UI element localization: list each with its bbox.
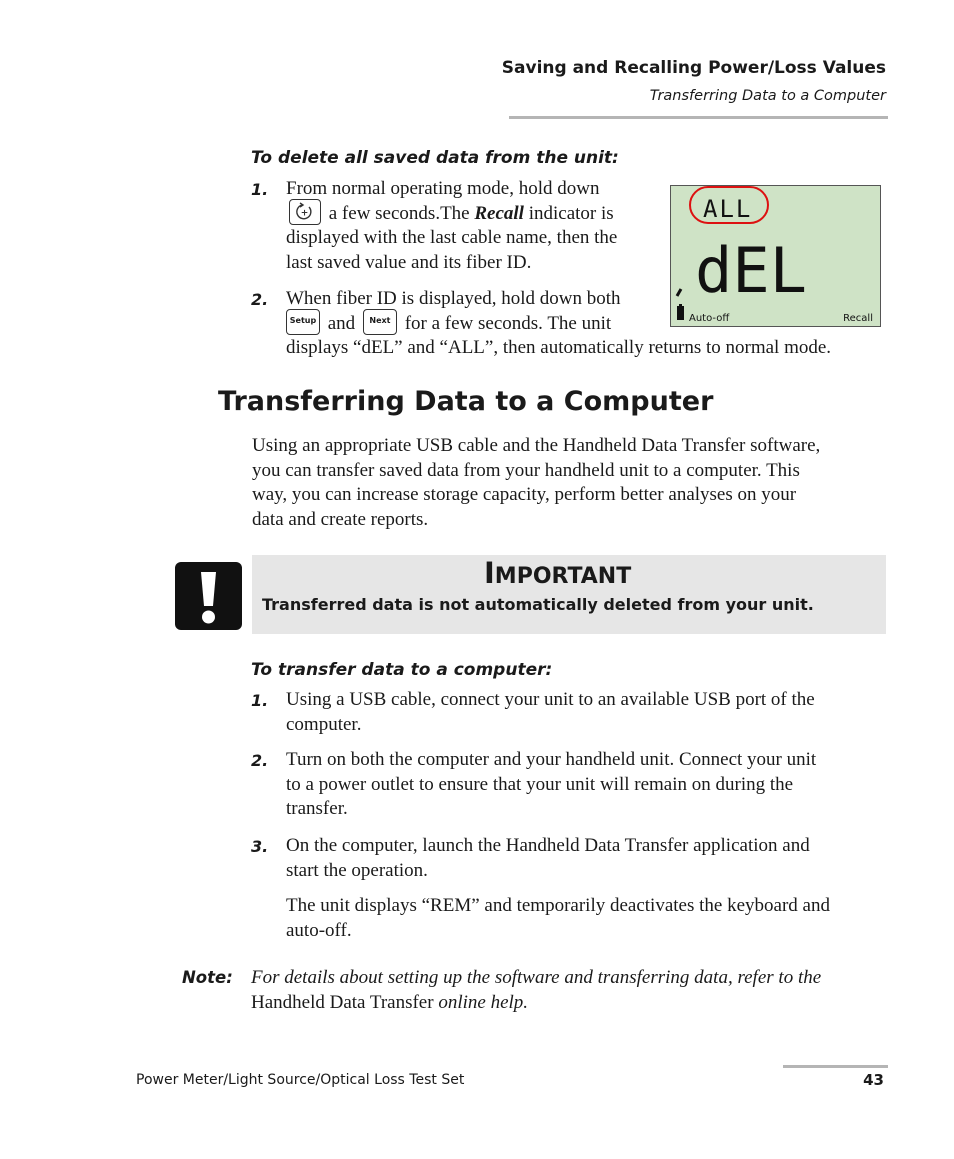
battery-icon <box>677 306 684 320</box>
delete-step1-text <box>286 177 666 275</box>
header-rule <box>509 116 888 119</box>
delete-step2-line3: displays “dEL” and “ALL”, then automatically returns to normal mode. <box>286 337 832 358</box>
recall-indicator-word: Recall <box>474 202 524 224</box>
footer-rule <box>783 1065 888 1068</box>
chapter-title: Saving and Recalling Power/Loss Values <box>501 58 886 78</box>
next-key-icon: Next <box>363 309 397 335</box>
delete-step1-number: 1. <box>251 180 269 199</box>
delete-step2-line2: Setup and Next for a few seconds. The unit <box>286 312 886 337</box>
delete-step2-line1: When fiber ID is displayed, hold down both <box>286 288 621 309</box>
recall-key-icon <box>289 199 321 225</box>
transfer-step2-number: 2. <box>251 751 269 770</box>
delete-step2-number: 2. <box>251 290 269 309</box>
transfer-procedure-title: To transfer data to a computer: <box>251 660 553 680</box>
transfer-step1-text: Using a USB cable, connect your unit to an available USB port of the computer. <box>286 689 815 735</box>
note-text: For details about setting up the software and transferring data, refer to the Handheld Data Transfer online help. <box>251 967 822 1013</box>
lcd-all-text: ALL <box>703 195 753 223</box>
page-number: 43 <box>863 1071 884 1089</box>
transfer-step3-followup: The unit displays “REM” and temporarily deactivates the keyboard and auto-off. <box>286 895 830 941</box>
important-title: IMPORTANT <box>484 556 632 590</box>
section-intro: Using an appropriate USB cable and the Handheld Data Transfer software, you can transfer saved data from your handheld unit to a computer. This way, you can increase storage capacity, perform better analyses on your data and create reports. <box>252 435 821 530</box>
delete-procedure-title: To delete all saved data from the unit: <box>251 148 619 168</box>
delete-step1-line4: last saved value and its fiber ID. <box>286 251 532 273</box>
lcd-auto-off-label: Auto-off <box>689 313 730 324</box>
section-subtitle: Transferring Data to a Computer <box>649 88 886 104</box>
lcd-del-text: dEL <box>695 234 807 307</box>
transfer-step1-number: 1. <box>251 691 269 710</box>
note-label: Note: <box>182 968 233 987</box>
lcd-segments <box>671 186 880 326</box>
lcd-display <box>670 185 881 327</box>
setup-key-icon: Setup <box>286 309 320 335</box>
important-text: Transferred data is not automatically deleted from your unit. <box>262 595 814 614</box>
transfer-step3-text: On the computer, launch the Handheld Data Transfer application and start the operation. <box>286 835 810 881</box>
delete-step1-line3: displayed with the last cable name, then the <box>286 227 618 248</box>
lcd-recall-label: Recall <box>843 313 873 324</box>
footer-manual-title: Power Meter/Light Source/Optical Loss Test Set <box>136 1072 465 1088</box>
section-heading: Transferring Data to a Computer <box>218 386 714 417</box>
delete-step1-line2: + a few seconds.The Recall indicator is <box>286 202 666 227</box>
exclamation-icon <box>175 562 242 630</box>
transfer-step3-number: 3. <box>251 837 269 856</box>
delete-step1-line1: From normal operating mode, hold down <box>286 178 600 199</box>
transfer-step2-text: Turn on both the computer and your handheld unit. Connect your unit to a power outlet to ensure that your unit will remain on during the transfer. <box>286 749 817 819</box>
svg-text:+: + <box>300 208 309 219</box>
